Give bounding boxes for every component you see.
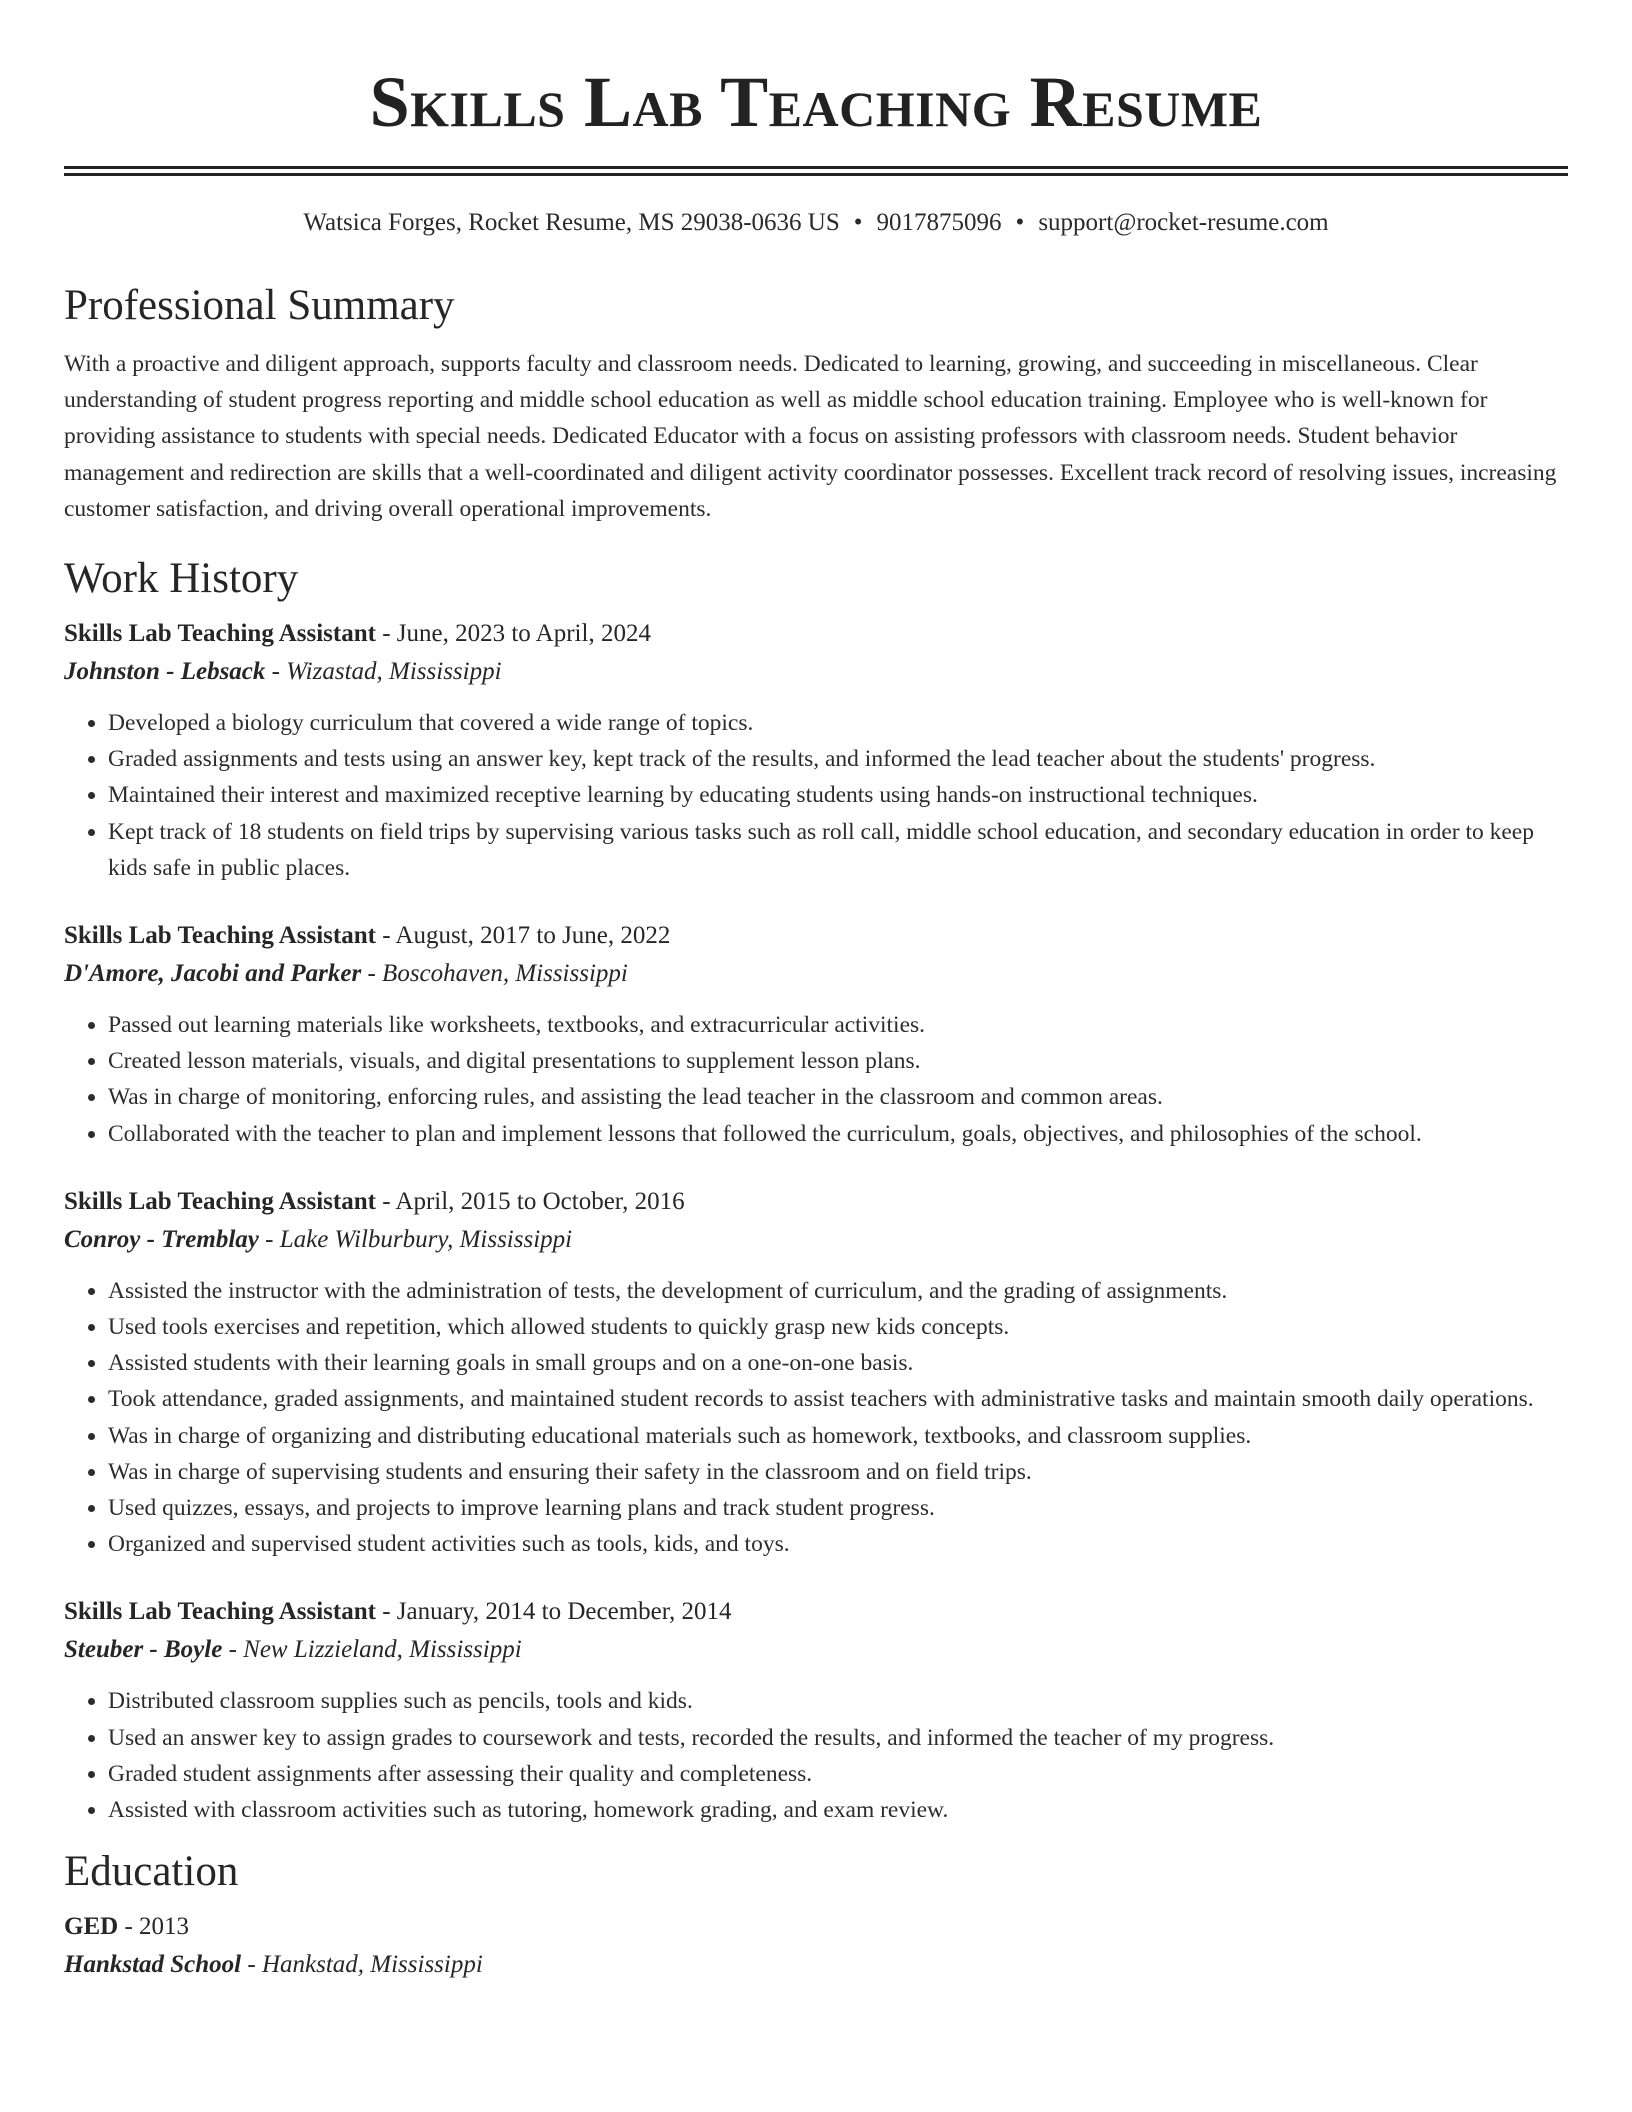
job-bullet: • Developed a biology curriculum that covered a wide range of topics. xyxy=(108,705,1568,741)
summary-text: With a proactive and diligent approach, supports faculty and classroom needs. Dedicated to learning, growing, and succeeding in miscellaneous. Clear understanding of student progress reporting and middle school education as well as middle school education training. Employee who is well-known for providing assistance to students with special needs. Dedicated Educator with a focus on assisting professors with classroom needs. Student behavior management and redirection are skills that a well-coordinated and diligent activity coordinator possesses. Excellent track record of resolving issues, increasing customer satisfaction, and driving overall operational improvements. xyxy=(64,351,1557,522)
job-header xyxy=(64,917,1568,955)
education-heading: Education xyxy=(64,1848,239,1896)
job-bullet: • Used quizzes, essays, and projects to improve learning plans and track student progress. xyxy=(108,1490,1568,1526)
education-location: - Hankstad, Mississippi xyxy=(241,1951,483,1979)
job-employer xyxy=(64,955,1568,993)
job-location: - Boscohaven, Mississippi xyxy=(361,960,628,988)
job-employer xyxy=(64,1631,1568,1669)
job-entry xyxy=(64,917,1568,1152)
job-role: Skills Lab Teaching Assistant xyxy=(64,922,376,950)
job-header xyxy=(64,615,1568,653)
job-bullet: • Passed out learning materials like worksheets, textbooks, and extracurricular activities. xyxy=(108,1007,1568,1043)
job-bullet: • Was in charge of organizing and distributing educational materials such as homework, textbooks, and classroom supplies. xyxy=(108,1418,1568,1454)
contact-separator: • xyxy=(853,209,863,236)
education-school: Hankstad School xyxy=(64,1951,242,1979)
contact-line xyxy=(64,206,1568,240)
job-location: - New Lizzieland, Mississippi xyxy=(222,1636,522,1664)
job-dates: - April, 2015 to October, 2016 xyxy=(375,1187,685,1215)
job-bullet: • Was in charge of supervising students and ensuring their safety in the classroom and on field trips. xyxy=(108,1454,1568,1490)
job-header xyxy=(64,1183,1568,1221)
contact-email: support@rocket-resume.com xyxy=(1038,209,1329,236)
job-bullet: • Kept track of 18 students on field trips by supervising various tasks such as roll call, middle school education, and secondary education in order to keep kids safe in public places. xyxy=(108,814,1568,886)
job-bullet: • Created lesson materials, visuals, and digital presentations to supplement lesson plans. xyxy=(108,1043,1568,1079)
job-role: Skills Lab Teaching Assistant xyxy=(64,620,376,648)
job-company: Steuber - Boyle xyxy=(64,1636,223,1664)
job-bullet: • Distributed classroom supplies such as pencils, tools and kids. xyxy=(108,1683,1568,1719)
job-bullet: • Graded student assignments after assessing their quality and completeness. xyxy=(108,1756,1568,1792)
job-bullet-list xyxy=(64,705,1568,886)
job-bullet: • Collaborated with the teacher to plan and implement lessons that followed the curriculum, goals, objectives, and philosophies of the school. xyxy=(108,1116,1568,1152)
contact-separator: • xyxy=(1015,209,1025,236)
job-location: - Lake Wilburbury, Mississippi xyxy=(258,1225,573,1253)
job-bullet: • Used tools exercises and repetition, which allowed students to quickly grasp new kids concepts. xyxy=(108,1309,1568,1345)
job-company: D'Amore, Jacobi and Parker xyxy=(64,960,362,988)
job-dates: - August, 2017 to June, 2022 xyxy=(375,922,671,950)
job-dates: - January, 2014 to December, 2014 xyxy=(375,1598,732,1626)
job-bullet: • Graded assignments and tests using an answer key, kept track of the results, and informed the lead teacher about the students' progress. xyxy=(108,741,1568,777)
title-divider xyxy=(64,166,1568,176)
job-dates: - June, 2023 to April, 2024 xyxy=(375,620,651,648)
job-role: Skills Lab Teaching Assistant xyxy=(64,1187,376,1215)
education-year: - 2013 xyxy=(118,1913,190,1941)
resume-title: Skills Lab Teaching Resume xyxy=(369,62,1263,142)
education-degree: GED xyxy=(64,1913,119,1941)
job-header xyxy=(64,1593,1568,1631)
summary-heading: Professional Summary xyxy=(64,282,455,329)
job-employer xyxy=(64,653,1568,691)
job-bullet: • Used an answer key to assign grades to coursework and tests, recorded the results, and informed the teacher of my progress. xyxy=(108,1720,1568,1756)
job-bullet: • Assisted students with their learning goals in small groups and on a one-on-one basis. xyxy=(108,1345,1568,1381)
contact-address: Watsica Forges, Rocket Resume, MS 29038-0636 US xyxy=(303,209,840,236)
job-bullet: • Assisted the instructor with the administration of tests, the development of curriculum, and the grading of assignments. xyxy=(108,1273,1568,1309)
job-entry xyxy=(64,1593,1568,1828)
job-role: Skills Lab Teaching Assistant xyxy=(64,1598,376,1626)
job-bullet: • Took attendance, graded assignments, and maintained student records to assist teachers with administrative tasks and maintain smooth daily operations. xyxy=(108,1381,1568,1417)
education-entry xyxy=(64,1908,1568,1984)
job-bullet-list xyxy=(64,1007,1568,1152)
job-entry xyxy=(64,1183,1568,1563)
job-company: Johnston - Lebsack xyxy=(64,658,266,686)
job-company: Conroy - Tremblay xyxy=(64,1225,259,1253)
job-location: - Wizastad, Mississippi xyxy=(265,658,502,686)
education-institution xyxy=(64,1946,1568,1984)
work-history-heading: Work History xyxy=(64,555,299,603)
job-bullet: • Was in charge of monitoring, enforcing rules, and assisting the lead teacher in the classroom and common areas. xyxy=(108,1079,1568,1115)
education-header xyxy=(64,1908,1568,1946)
job-bullet-list xyxy=(64,1273,1568,1563)
job-bullet: • Organized and supervised student activities such as tools, kids, and toys. xyxy=(108,1526,1568,1562)
job-bullet: • Maintained their interest and maximized receptive learning by educating students using hands-on instructional techniques. xyxy=(108,777,1568,813)
job-employer xyxy=(64,1221,1568,1259)
job-entry xyxy=(64,615,1568,886)
contact-phone: 9017875096 xyxy=(876,209,1002,236)
job-bullet-list xyxy=(64,1683,1568,1828)
job-bullet: • Assisted with classroom activities such as tutoring, homework grading, and exam review. xyxy=(108,1792,1568,1828)
